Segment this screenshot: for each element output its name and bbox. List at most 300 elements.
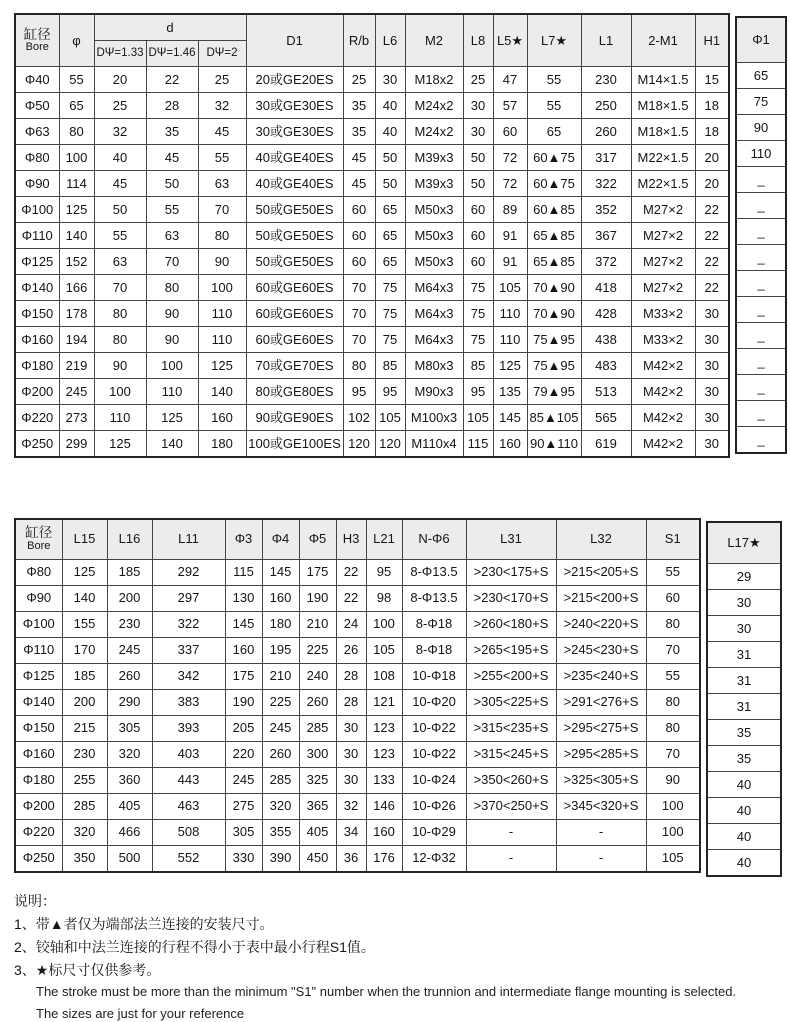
cell: 30或GE30ES: [246, 93, 343, 119]
cell: 125: [146, 405, 198, 431]
table-row: [15, 223, 729, 249]
cell: Φ125: [15, 249, 59, 275]
bore-header-cn: 缸径: [25, 525, 53, 541]
cell: 372: [581, 249, 631, 275]
cell: 75: [375, 327, 405, 353]
cell: 100: [146, 353, 198, 379]
cell: 80或GE80ES: [246, 379, 343, 405]
cell: 100: [94, 379, 146, 405]
cell: 60: [343, 223, 375, 249]
cell: 110: [493, 327, 527, 353]
cell: M64x3: [405, 275, 463, 301]
cell: 500: [107, 845, 152, 872]
cell: 80: [94, 301, 146, 327]
cell: 70: [198, 197, 246, 223]
cell: Φ40: [15, 67, 59, 93]
table-row: [15, 819, 700, 845]
cell: 133: [366, 767, 402, 793]
cell: 70: [646, 741, 700, 767]
cell: 60: [343, 249, 375, 275]
cell: Φ220: [15, 819, 62, 845]
cell: M22×1.5: [631, 171, 695, 197]
cell: 65: [527, 119, 581, 145]
table-row: [15, 145, 729, 171]
cell: 305: [107, 715, 152, 741]
cell: 230: [62, 741, 107, 767]
cell: 20: [695, 145, 729, 171]
l17-header: L17★: [707, 522, 781, 564]
cell: Φ80: [15, 145, 59, 171]
cell: 85: [463, 353, 493, 379]
cell: 10-Φ26: [402, 793, 466, 819]
dimension-table-2-block: [14, 518, 790, 877]
t1-head-row: [15, 14, 729, 41]
table-row: [736, 63, 786, 89]
phi1-cell: _: [736, 349, 786, 375]
cell: 60: [343, 197, 375, 223]
table-row: [15, 379, 729, 405]
cell: 60或GE60ES: [246, 275, 343, 301]
cell: 30: [695, 301, 729, 327]
table2-header: [15, 519, 700, 559]
cell: 123: [366, 715, 402, 741]
column-header: 2-M1: [631, 14, 695, 67]
table-row: [15, 637, 700, 663]
table-row: [736, 427, 786, 454]
column-header: D1: [246, 14, 343, 67]
table-row: [707, 824, 781, 850]
note-english-line: The stroke must be more than the minimum "S1" number when the trunnion and intermediate flange mounting is selected.: [36, 984, 737, 1000]
cell: 90: [146, 301, 198, 327]
l17-cell: 31: [707, 668, 781, 694]
cell: 65▲85: [527, 249, 581, 275]
table-row: [707, 850, 781, 877]
table-row: [736, 297, 786, 323]
cell: 166: [59, 275, 94, 301]
t1-side-body: [736, 63, 786, 454]
column-header: Φ4: [262, 519, 299, 559]
cell: 25: [94, 93, 146, 119]
cell: 45: [198, 119, 246, 145]
cell: 70▲90: [527, 275, 581, 301]
cell: 330: [225, 845, 262, 872]
cell: 10-Φ29: [402, 819, 466, 845]
cell: 55: [198, 145, 246, 171]
cell: >315<245+S: [466, 741, 556, 767]
cell: 50: [463, 171, 493, 197]
cell: 180: [262, 611, 299, 637]
cell: -: [466, 845, 556, 872]
cell: M110x4: [405, 431, 463, 458]
cell: 50或GE50ES: [246, 249, 343, 275]
cell: 285: [299, 715, 336, 741]
cell: 325: [299, 767, 336, 793]
notes-section: [14, 893, 790, 1022]
table-row: [736, 271, 786, 297]
d-sub-header: DΨ=2: [198, 41, 246, 67]
cell: 70: [646, 637, 700, 663]
l17-cell: 29: [707, 564, 781, 590]
cell: 260: [107, 663, 152, 689]
table-row: [736, 349, 786, 375]
cell: 350: [62, 845, 107, 872]
dimension-table-1: [14, 13, 730, 458]
cell: 160: [262, 585, 299, 611]
cell: 125: [493, 353, 527, 379]
note-line: 2、铰轴和中法兰连接的行程不得小于表中最小行程S1值。: [14, 939, 375, 956]
cell: 245: [59, 379, 94, 405]
cell: 428: [581, 301, 631, 327]
cell: M42×2: [631, 405, 695, 431]
cell: 26: [336, 637, 366, 663]
cell: 220: [225, 741, 262, 767]
cell: >315<235+S: [466, 715, 556, 741]
table-row: [707, 590, 781, 616]
cell: 285: [262, 767, 299, 793]
cell: 95: [343, 379, 375, 405]
cell: 70: [343, 275, 375, 301]
cell: Φ180: [15, 353, 59, 379]
cell: 75: [375, 275, 405, 301]
table-row: [736, 219, 786, 245]
table-row: [15, 559, 700, 585]
cell: Φ150: [15, 715, 62, 741]
cell: Φ200: [15, 379, 59, 405]
cell: 40: [375, 119, 405, 145]
cell: 45: [343, 171, 375, 197]
cell: 30: [695, 327, 729, 353]
cell: 120: [343, 431, 375, 458]
cell: Φ90: [15, 171, 59, 197]
cell: 403: [152, 741, 225, 767]
cell: 185: [62, 663, 107, 689]
cell: 70或GE70ES: [246, 353, 343, 379]
t1-body: [15, 67, 729, 458]
cell: 300: [299, 741, 336, 767]
cell: 100或GE100ES: [246, 431, 343, 458]
cell: M22×1.5: [631, 145, 695, 171]
cell: 30: [463, 119, 493, 145]
cell: 317: [581, 145, 631, 171]
cell: 12-Φ32: [402, 845, 466, 872]
cell: 10-Φ22: [402, 715, 466, 741]
notes-items: [14, 916, 790, 978]
cell: 10-Φ18: [402, 663, 466, 689]
cell: 320: [107, 741, 152, 767]
cell: 15: [695, 67, 729, 93]
cell: -: [556, 819, 646, 845]
cell: 450: [299, 845, 336, 872]
cell: 55: [59, 67, 94, 93]
cell: 47: [493, 67, 527, 93]
cell: 80: [94, 327, 146, 353]
l17-cell: 30: [707, 590, 781, 616]
cell: M39x3: [405, 145, 463, 171]
cell: 65: [59, 93, 94, 119]
bore-header-cn: 缸径: [23, 26, 51, 42]
cell: 22: [695, 223, 729, 249]
cell: Φ50: [15, 93, 59, 119]
cell: 45: [94, 171, 146, 197]
cell: 160: [198, 405, 246, 431]
cell: 55: [646, 559, 700, 585]
cell: 383: [152, 689, 225, 715]
cell: >215<200+S: [556, 585, 646, 611]
cell: 50或GE50ES: [246, 197, 343, 223]
cell: M24x2: [405, 119, 463, 145]
cell: 35: [146, 119, 198, 145]
cell: 342: [152, 663, 225, 689]
cell: 105: [493, 275, 527, 301]
cell: >325<305+S: [556, 767, 646, 793]
cell: 40: [375, 93, 405, 119]
cell: 70: [343, 327, 375, 353]
cell: 80: [146, 275, 198, 301]
table-row: [707, 668, 781, 694]
cell: M42×2: [631, 353, 695, 379]
cell: 50: [94, 197, 146, 223]
cell: 230: [581, 67, 631, 93]
cell: >255<200+S: [466, 663, 556, 689]
table-row: [15, 197, 729, 223]
cell: 28: [146, 93, 198, 119]
cell: 65: [375, 223, 405, 249]
table-row: [707, 772, 781, 798]
note-english-line: The sizes are just for your reference: [36, 1006, 245, 1022]
cell: 360: [107, 767, 152, 793]
l17-cell: 40: [707, 824, 781, 850]
cell: 50: [375, 171, 405, 197]
cell: 100: [366, 611, 402, 637]
cell: >230<170+S: [466, 585, 556, 611]
cell: 90或GE90ES: [246, 405, 343, 431]
cell: M39x3: [405, 171, 463, 197]
cell: 273: [59, 405, 94, 431]
cell: M18x2: [405, 67, 463, 93]
column-header: M2: [405, 14, 463, 67]
l17-cell: 35: [707, 746, 781, 772]
cell: 80: [59, 119, 94, 145]
table-row: [15, 301, 729, 327]
cell: 35: [343, 93, 375, 119]
phi1-cell: _: [736, 323, 786, 349]
cell: 140: [62, 585, 107, 611]
cell: M64x3: [405, 301, 463, 327]
cell: 32: [336, 793, 366, 819]
cell: 30或GE30ES: [246, 119, 343, 145]
d-sub-header: DΨ=1.33: [94, 41, 146, 67]
cell: 22: [695, 197, 729, 223]
cell: 123: [366, 741, 402, 767]
phi1-header: Φ1: [736, 17, 786, 63]
cell: 365: [299, 793, 336, 819]
phi-header: φ: [59, 14, 94, 67]
cell: 60: [646, 585, 700, 611]
cell: M33×2: [631, 327, 695, 353]
cell: -: [556, 845, 646, 872]
cell: 90: [646, 767, 700, 793]
table-row: [707, 564, 781, 590]
l17-cell: 40: [707, 850, 781, 877]
cell: 175: [299, 559, 336, 585]
dimension-table-1-block: [14, 13, 790, 458]
cell: 508: [152, 819, 225, 845]
cell: M42×2: [631, 379, 695, 405]
cell: 20: [695, 171, 729, 197]
cell: 160: [366, 819, 402, 845]
cell: 98: [366, 585, 402, 611]
column-header: L1: [581, 14, 631, 67]
cell: 170: [62, 637, 107, 663]
cell: 90: [94, 353, 146, 379]
cell: Φ220: [15, 405, 59, 431]
cell: 8-Φ18: [402, 611, 466, 637]
cell: 60: [463, 223, 493, 249]
phi1-cell: _: [736, 271, 786, 297]
phi1-cell: _: [736, 427, 786, 454]
cell: 215: [62, 715, 107, 741]
cell: 72: [493, 145, 527, 171]
cell: 100: [59, 145, 94, 171]
table-row: [15, 715, 700, 741]
cell: 100: [198, 275, 246, 301]
l17-column: [706, 521, 782, 877]
cell: 337: [152, 637, 225, 663]
cell: 65▲85: [527, 223, 581, 249]
cell: Φ90: [15, 585, 62, 611]
table-row: [707, 642, 781, 668]
cell: 50或GE50ES: [246, 223, 343, 249]
cell: 176: [366, 845, 402, 872]
cell: 121: [366, 689, 402, 715]
l17-cell: 35: [707, 720, 781, 746]
cell: 55: [527, 93, 581, 119]
cell: 50: [463, 145, 493, 171]
cell: 70: [343, 301, 375, 327]
table-row: [15, 119, 729, 145]
table-row: [15, 663, 700, 689]
cell: 120: [375, 431, 405, 458]
cell: 260: [581, 119, 631, 145]
l17-cell: 40: [707, 798, 781, 824]
cell: 290: [107, 689, 152, 715]
cell: Φ180: [15, 767, 62, 793]
cell: 80: [343, 353, 375, 379]
cell: 230: [107, 611, 152, 637]
cell: 110: [198, 327, 246, 353]
cell: 55: [527, 67, 581, 93]
cell: 30: [336, 767, 366, 793]
table-row: [736, 245, 786, 271]
cell: 180: [198, 431, 246, 458]
table-row: [15, 845, 700, 872]
cell: 105: [463, 405, 493, 431]
note-line: 1、带▲者仅为端部法兰连接的安装尺寸。: [14, 916, 274, 933]
cell: M50x3: [405, 223, 463, 249]
cell: 305: [225, 819, 262, 845]
cell: 63: [198, 171, 246, 197]
cell: 145: [225, 611, 262, 637]
cell: M27×2: [631, 249, 695, 275]
cell: 125: [198, 353, 246, 379]
cell: 10-Φ24: [402, 767, 466, 793]
cell: M18×1.5: [631, 119, 695, 145]
cell: 245: [107, 637, 152, 663]
column-header: L11: [152, 519, 225, 559]
cell: 60或GE60ES: [246, 301, 343, 327]
table-row: [15, 275, 729, 301]
cell: 30: [463, 93, 493, 119]
cell: 250: [581, 93, 631, 119]
table-row: [707, 522, 781, 564]
cell: Φ110: [15, 223, 59, 249]
bore-header: [15, 14, 59, 67]
cell: 552: [152, 845, 225, 872]
cell: 55: [646, 663, 700, 689]
cell: 40或GE40ES: [246, 145, 343, 171]
column-header: L15: [62, 519, 107, 559]
cell: Φ250: [15, 845, 62, 872]
cell: 91: [493, 223, 527, 249]
cell: 125: [94, 431, 146, 458]
cell: 60▲75: [527, 171, 581, 197]
cell: Φ125: [15, 663, 62, 689]
cell: >350<260+S: [466, 767, 556, 793]
cell: 55: [146, 197, 198, 223]
phi1-cell: _: [736, 219, 786, 245]
cell: 45: [146, 145, 198, 171]
cell: 140: [146, 431, 198, 458]
cell: 140: [198, 379, 246, 405]
cell: 50: [375, 145, 405, 171]
cell: 75: [375, 301, 405, 327]
table-row: [707, 746, 781, 772]
cell: 50: [146, 171, 198, 197]
table-row: [736, 17, 786, 63]
cell: 466: [107, 819, 152, 845]
cell: 65: [375, 249, 405, 275]
table-row: [736, 375, 786, 401]
cell: 75▲95: [527, 353, 581, 379]
cell: 114: [59, 171, 94, 197]
note-line: 3、★标尺寸仅供参考。: [14, 962, 161, 979]
t2-head-row: [15, 519, 700, 559]
column-header: H3: [336, 519, 366, 559]
cell: 18: [695, 93, 729, 119]
cell: 255: [62, 767, 107, 793]
cell: 28: [336, 689, 366, 715]
table-row: [15, 611, 700, 637]
cell: 72: [493, 171, 527, 197]
cell: Φ80: [15, 559, 62, 585]
cell: 10-Φ20: [402, 689, 466, 715]
cell: 30: [375, 67, 405, 93]
cell: 178: [59, 301, 94, 327]
cell: >305<225+S: [466, 689, 556, 715]
cell: Φ160: [15, 327, 59, 353]
cell: 292: [152, 559, 225, 585]
cell: Φ250: [15, 431, 59, 458]
column-header: S1: [646, 519, 700, 559]
cell: M18×1.5: [631, 93, 695, 119]
cell: 22: [695, 275, 729, 301]
column-header: L16: [107, 519, 152, 559]
cell: 565: [581, 405, 631, 431]
d-sub-header: DΨ=1.46: [146, 41, 198, 67]
cell: Φ100: [15, 197, 59, 223]
cell: Φ100: [15, 611, 62, 637]
table-row: [736, 323, 786, 349]
